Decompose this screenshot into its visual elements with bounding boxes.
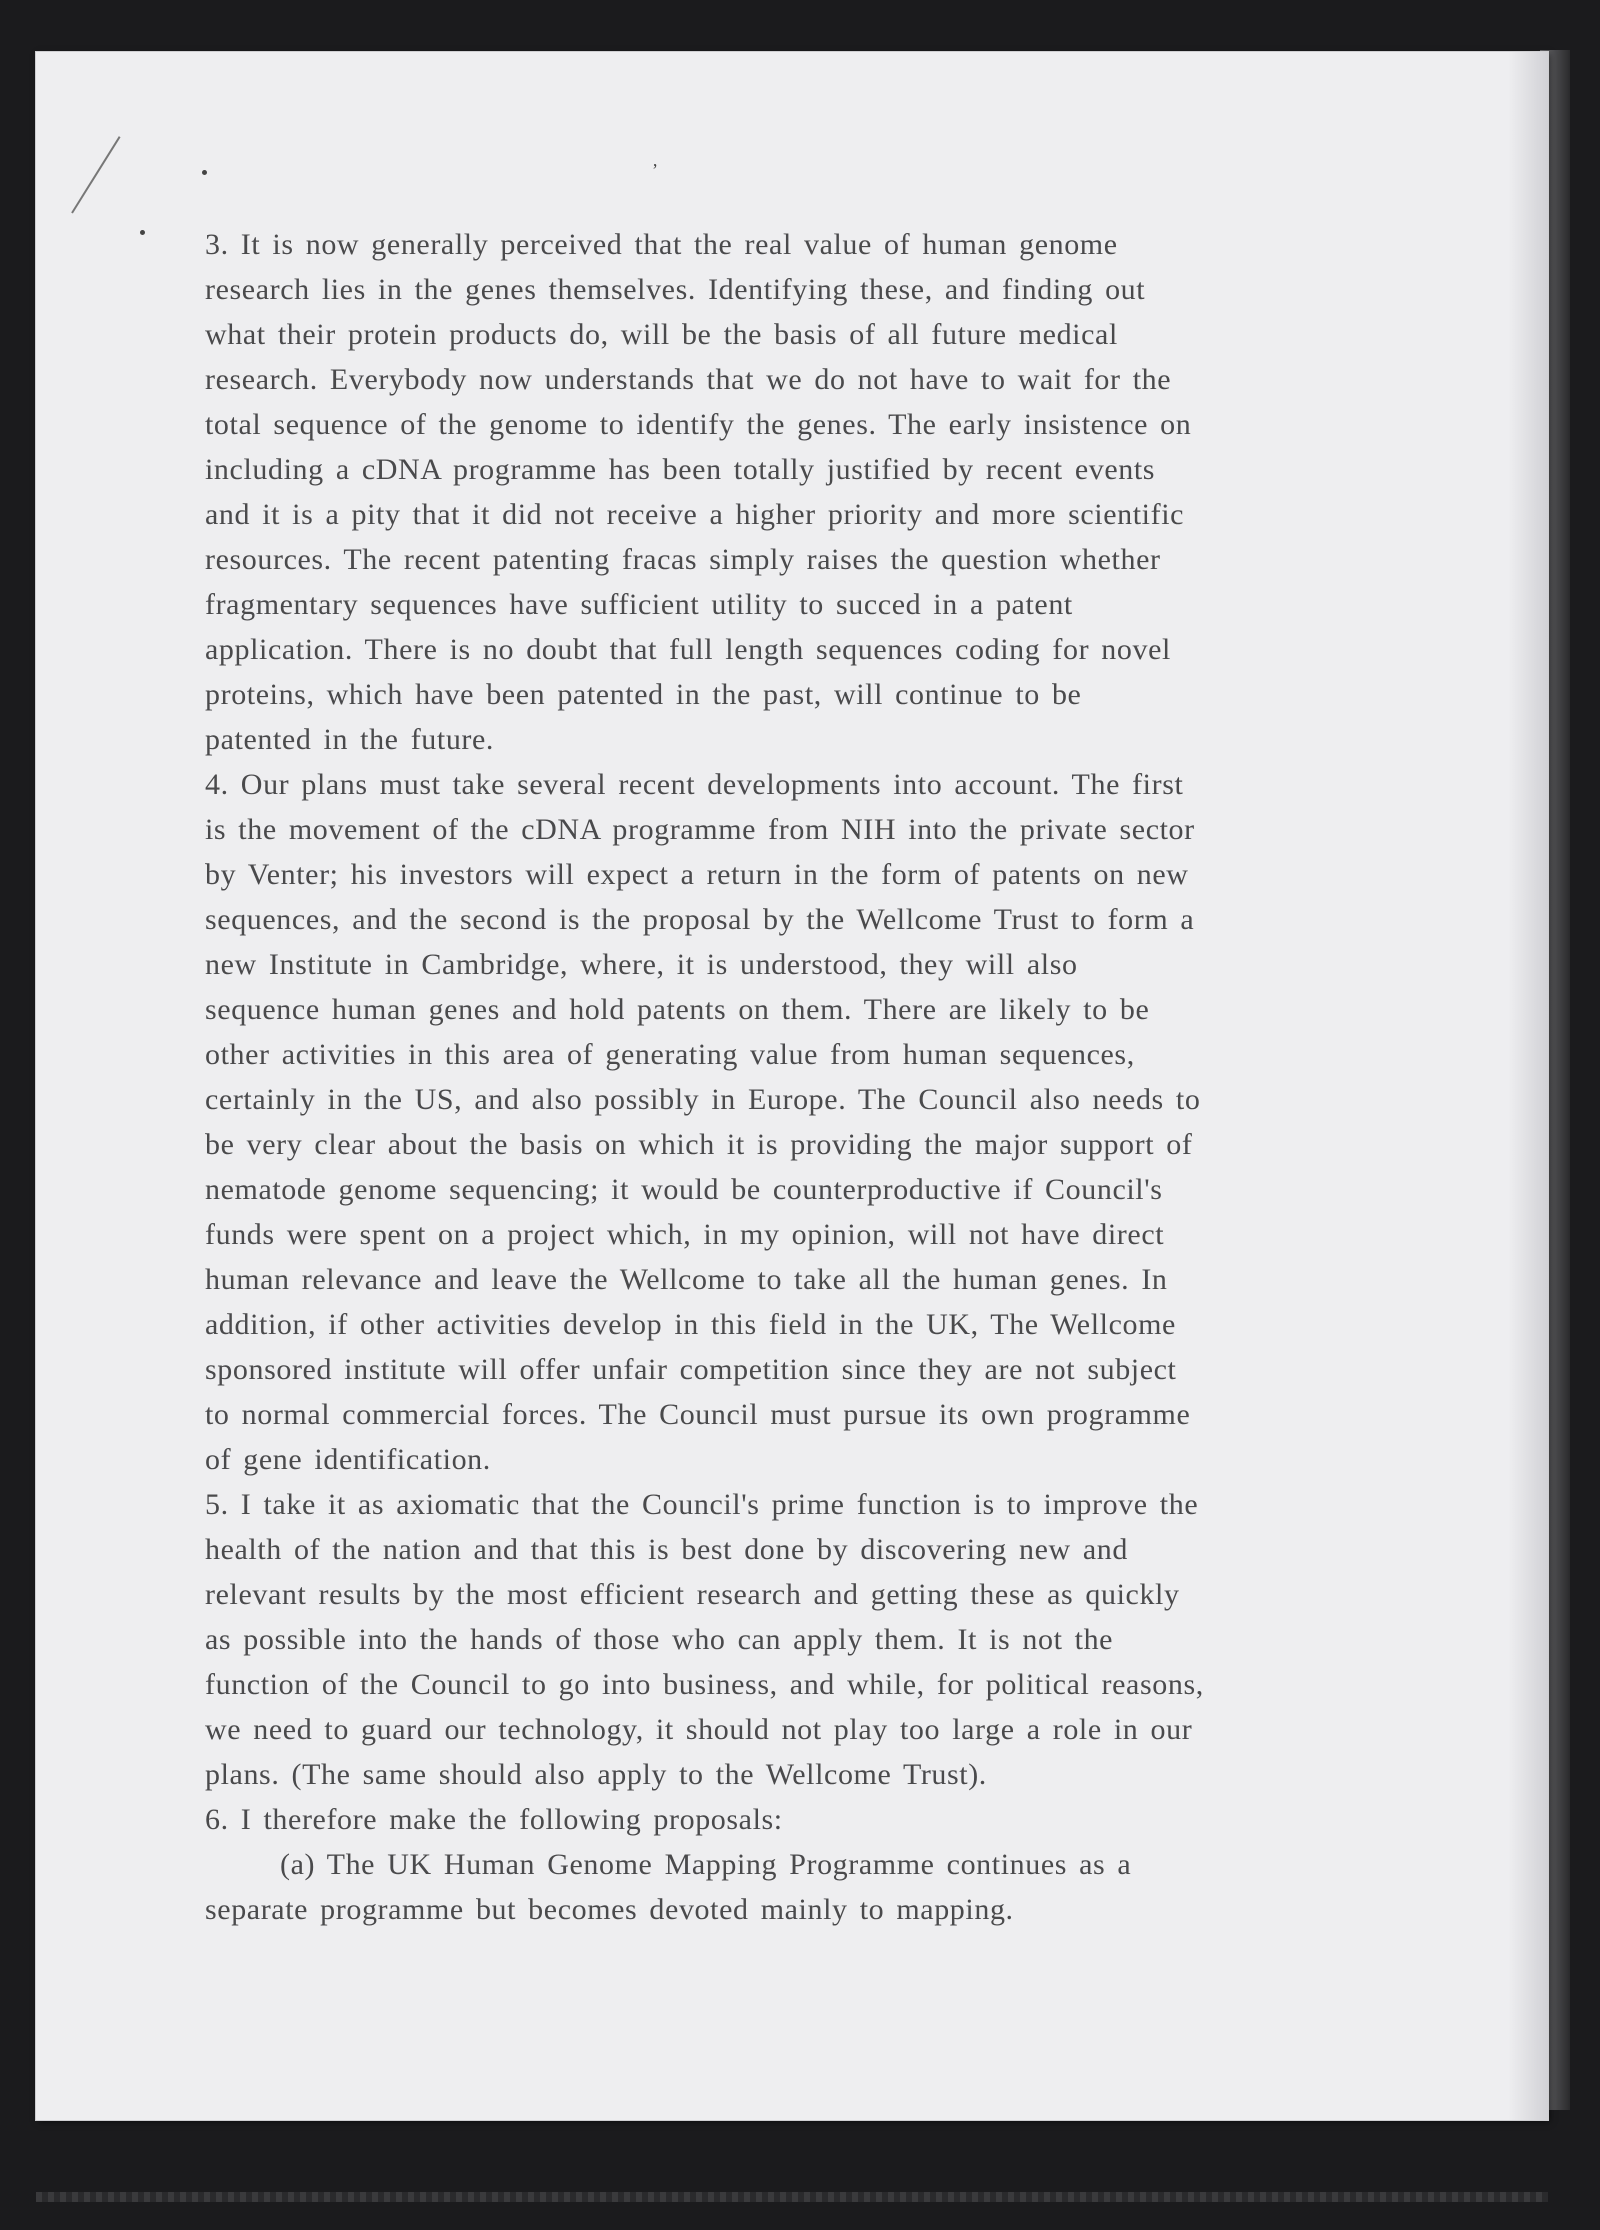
text-line: 4. Our plans must take several recent developments into account. The first [205,768,1184,801]
text-line: to normal commercial forces. The Council must pursue its own programme [205,1398,1191,1431]
text-line: plans. (The same should also apply to the Wellcome Trust). [205,1758,987,1791]
text-line: research. Everybody now understands that we do not have to wait for the [205,363,1172,396]
text-line: certainly in the US, and also possibly in Europe. The Council also needs to [205,1083,1201,1116]
text-line: patented in the future. [205,723,495,756]
paragraph-4 [205,762,1410,1482]
text-line: (a) The UK Human Genome Mapping Programme continues as a [280,1848,1132,1881]
text-line: sponsored institute will offer unfair competition since they are not subject [205,1353,1177,1386]
text-line: what their protein products do, will be the basis of all future medical [205,318,1118,351]
text-line: research lies in the genes themselves. Identifying these, and finding out [205,273,1146,306]
text-line: function of the Council to go into business, and while, for political reasons, [205,1668,1204,1701]
paragraph-3 [205,222,1410,762]
text-line: nematode genome sequencing; it would be counterproductive if Council's [205,1173,1163,1206]
scan-bottom-edge [36,2192,1548,2202]
text-line: new Institute in Cambridge, where, it is understood, they will also [205,948,1078,981]
text-line: funds were spent on a project which, in my opinion, will not have direct [205,1218,1165,1251]
proposal-a [205,1842,1410,1932]
text-line: be very clear about the basis on which it is providing the major support of [205,1128,1193,1161]
paragraph-5 [205,1482,1410,1797]
text-line: fragmentary sequences have sufficient utility to succed in a patent [205,588,1073,621]
text-line: relevant results by the most efficient research and getting these as quickly [205,1578,1180,1611]
text-line: sequences, and the second is the proposal by the Wellcome Trust to form a [205,903,1195,936]
corner-pencil-line [71,136,120,213]
text-line: 5. I take it as axiomatic that the Council's prime function is to improve the [205,1488,1199,1521]
text-line: other activities in this area of generating value from human sequences, [205,1038,1135,1071]
text-line: human relevance and leave the Wellcome to take all the human genes. In [205,1263,1168,1296]
text-line: of gene identification. [205,1443,491,1476]
text-line: by Venter; his investors will expect a return in the form of patents on new [205,858,1189,891]
text-line: we need to guard our technology, it should not play too large a role in our [205,1713,1193,1746]
text-line: and it is a pity that it did not receive a higher priority and more scientific [205,498,1185,531]
text-line: resources. The recent patenting fracas simply raises the question whether [205,543,1161,576]
text-line: as possible into the hands of those who can apply them. It is not the [205,1623,1114,1656]
document-body [205,222,1410,1932]
speck-mark [202,170,207,175]
text-line: sequence human genes and hold patents on them. There are likely to be [205,993,1150,1026]
text-line: total sequence of the genome to identify the genes. The early insistence on [205,408,1192,441]
text-line: separate programme but becomes devoted mainly to mapping. [205,1893,1014,1926]
text-line: addition, if other activities develop in this field in the UK, The Wellcome [205,1308,1176,1341]
text-line: health of the nation and that this is best done by discovering new and [205,1533,1128,1566]
paragraph-6 [205,1797,1410,1842]
text-line: application. There is no doubt that full length sequences coding for novel [205,633,1171,666]
text-line: 6. I therefore make the following proposals: [205,1803,783,1836]
document-page [36,52,1548,2120]
text-line: including a cDNA programme has been totally justified by recent events [205,453,1156,486]
text-line: 3. It is now generally perceived that the real value of human genome [205,228,1118,261]
speck-mark [140,230,145,235]
text-line: is the movement of the cDNA programme from NIH into the private sector [205,813,1195,846]
text-line: proteins, which have been patented in the past, will continue to be [205,678,1082,711]
pencil-mark: ’ [652,160,658,180]
